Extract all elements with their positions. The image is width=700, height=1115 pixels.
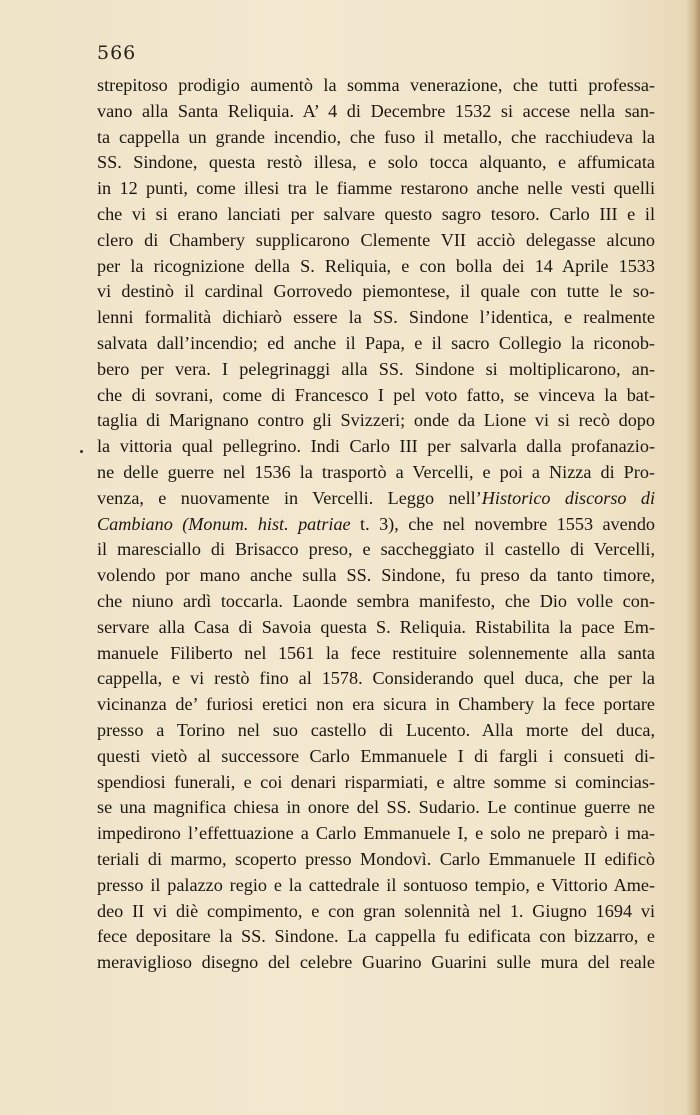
text-fragment: t. 3), che nel novembre 1553 avendo [350, 513, 656, 534]
text-line: meraviglioso disegno del celebre Guarino Guarini sulle mura del reale [97, 952, 655, 973]
text-line: teriali di marmo, scoperto presso Mondovì. Carlo Emmanuele II edificò [97, 848, 655, 869]
text-line: servare alla Casa di Savoia questa S. Reliquia. Ristabilita la pace Em- [97, 616, 655, 637]
text-line: manuele Filiberto nel 1561 la fece restituire solennemente alla santa [97, 642, 655, 663]
italic-citation-fragment: Monum. hist. patriae [188, 513, 351, 534]
text-line: vano alla Santa Reliquia. A’ 4 di Decembre 1532 si accese nella san- [97, 100, 655, 121]
page-number: 566 [97, 42, 137, 64]
text-line: fece depositare la SS. Sindone. La cappella fu edificata con bizzarro, e [97, 926, 655, 947]
page-edge-shadow [686, 0, 700, 1115]
italic-title-fragment: Historico discorso di [481, 487, 655, 508]
text-line: lenni formalità dichiarò essere la SS. Sindone l’identica, e realmente [97, 307, 655, 328]
text-line: vicinanza de’ furiosi eretici non era sicura in Chambery la fece portare [97, 694, 655, 715]
text-line: presso a Torino nel suo castello di Lucento. Alla morte del duca, [97, 719, 655, 740]
text-line: se una magnifica chiesa in onore del SS. Sudario. Le continue guerre ne [97, 797, 655, 818]
text-line: cappella, e vi restò fino al 1578. Considerando quel duca, che per la [97, 668, 655, 689]
text-line: che niuno ardì toccarla. Laonde sembra manifesto, che Dio volle con- [97, 590, 655, 611]
text-line: che vi si erano lanciati per salvare questo sagro tesoro. Carlo III e il [97, 203, 655, 224]
text-line: questi vietò al successore Carlo Emmanuele I di fargli i consueti di- [97, 745, 655, 766]
text-line-with-italic [97, 486, 655, 512]
text-line: taglia di Marignano contro gli Svizzeri; onde da Lione vi si recò dopo [97, 410, 655, 431]
text-line: la vittoria qual pellegrino. Indi Carlo III per salvarla dalla profanazio- [97, 436, 655, 457]
text-line: vi destinò il cardinal Gorrovedo piemontese, il quale con tutte le so- [97, 281, 655, 302]
text-line: ta cappella un grande incendio, che fuso il metallo, che racchiudeva la [97, 126, 655, 147]
text-line: impedirono l’effettuazione a Carlo Emmanuele I, e solo ne preparò i ma- [97, 823, 655, 844]
text-line: salvata dall’incendio; ed anche il Papa, e il sacro Collegio la riconob- [97, 332, 655, 353]
text-line: clero di Chambery supplicarono Clemente VII acciò delegasse alcuno [97, 229, 655, 250]
text-line: deo II vi diè compimento, e con gran solennità nel 1. Giugno 1694 vi [97, 900, 655, 921]
text-line: SS. Sindone, questa restò illesa, e solo tocca alquanto, e affumicata [97, 152, 655, 173]
text-line: ne delle guerre nel 1536 la trasportò a Vercelli, e poi a Nizza di Pro- [97, 461, 655, 482]
text-line: strepitoso prodigio aumentò la somma venerazione, che tutti professa- [97, 75, 655, 95]
text-line: volendo por mano anche sulla SS. Sindone, fu preso da tanto timore, [97, 565, 655, 586]
body-text [97, 73, 655, 976]
text-line-with-italic [97, 512, 655, 538]
text-fragment: venza, e nuovamente in Vercelli. Leggo nell’ [97, 487, 482, 508]
text-line: bero per vera. I pelegrinaggi alla SS. Sindone si moltiplicarono, an- [97, 358, 655, 379]
margin-dot [80, 450, 83, 453]
text-line: in 12 punti, come illesi tra le fiamme restarono anche nelle vesti quelli [97, 178, 655, 199]
text-line: spendiosi funerali, e coi denari risparmiati, e altre somme si comincias- [97, 771, 655, 792]
text-line: che di sovrani, come di Francesco I pel voto fatto, se vinceva la bat- [97, 384, 655, 405]
text-line: per la ricognizione della S. Reliquia, e con bolla dei 14 Aprile 1533 [97, 255, 655, 276]
italic-fragment: Cambiano ( [97, 513, 189, 534]
text-line: presso il palazzo regio e la cattedrale il sontuoso tempio, e Vittorio Ame- [97, 874, 655, 895]
text-line: il maresciallo di Brisacco preso, e saccheggiato il castello di Vercelli, [97, 539, 655, 560]
